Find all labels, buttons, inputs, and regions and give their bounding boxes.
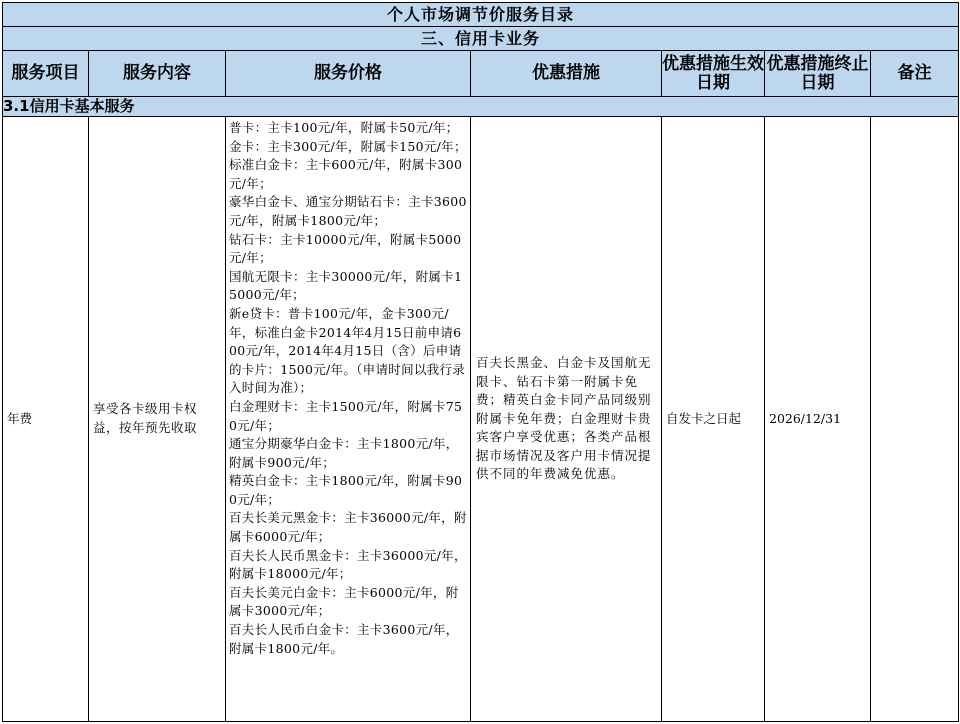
- price-line: 钻石卡：主卡10000元/年，附属卡5000元/年；: [229, 231, 462, 266]
- subtitle-row: [3, 27, 959, 51]
- price-line: 精英白金卡：主卡1800元/年，附属卡900元/年；: [229, 473, 463, 507]
- section-row: [3, 97, 959, 117]
- discount-cell: 百夫长黑金、白金卡及国航无限卡、钻石卡第一附属卡免费；精英白金卡同产品同级别附属卡免年费；白金理财卡贵宾客户享受优惠；各类产品根据市场情况及客户用卡情况提供不同的年费减免优惠。: [471, 117, 662, 722]
- price-line: 标准白金卡：主卡600元/年，附属卡300元/年；: [229, 157, 463, 191]
- price-line: 百夫长人民币白金卡：主卡3600元/年，附属卡1800元/年。: [229, 622, 459, 656]
- price-line: 新e贷卡：普卡100元/年，金卡300元/年，标准白金卡2014年4月15日前申请600元/年，2014年4月15日（含）后申请的卡片：1500元/年。（申请时间以我行录入时间为准）；: [229, 305, 466, 396]
- header-discount: 优惠措施: [471, 51, 662, 97]
- header-note: 备注: [871, 51, 959, 97]
- price-line: 普卡：主卡100元/年，附属卡50元/年；: [229, 120, 459, 135]
- header-end-date: 优惠措施终止日期: [765, 51, 871, 97]
- header-content: 服务内容: [89, 51, 226, 97]
- title-row: [3, 3, 959, 27]
- price-line: 通宝分期豪华白金卡：主卡1800元/年，附属卡900元/年；: [229, 436, 459, 470]
- catalog-subtitle: 三、信用卡业务: [3, 27, 959, 51]
- price-line: 百夫长美元黑金卡：主卡36000元/年，附属卡6000元/年；: [229, 510, 467, 545]
- price-line: 国航无限卡：主卡30000元/年，附属卡15000元/年；: [229, 268, 463, 303]
- catalog-title: 个人市场调节价服务目录: [3, 3, 959, 27]
- header-start-date: 优惠措施生效日期: [662, 51, 765, 97]
- section-title: 3.1信用卡基本服务: [3, 97, 959, 117]
- note-cell: [871, 117, 959, 722]
- price-line: 豪华白金卡、通宝分期钻石卡：主卡3600元/年，附属卡1800元/年；: [229, 194, 467, 228]
- item-cell: 年费: [3, 117, 89, 722]
- start-date-cell: 自发卡之日起: [662, 117, 765, 722]
- content-cell: 享受各卡级用卡权益，按年预先收取: [89, 117, 226, 722]
- price-line: 百夫长美元白金卡：主卡6000元/年，附属卡3000元/年；: [229, 584, 459, 619]
- price-line: 金卡：主卡300元/年，附属卡150元/年；: [229, 138, 467, 154]
- price-cell: [226, 117, 471, 722]
- price-list: [229, 119, 467, 658]
- header-row: [3, 51, 959, 97]
- price-line: 白金理财卡：主卡1500元/年，附属卡750元/年；: [229, 398, 463, 433]
- table-row: [3, 117, 959, 722]
- price-line: 百夫长人民币黑金卡：主卡36000元/年，附属卡18000元/年；: [229, 547, 467, 582]
- header-item: 服务项目: [3, 51, 89, 97]
- header-price: 服务价格: [226, 51, 471, 97]
- service-catalog-table: [2, 2, 959, 722]
- end-date-cell: 2026/12/31: [765, 117, 871, 722]
